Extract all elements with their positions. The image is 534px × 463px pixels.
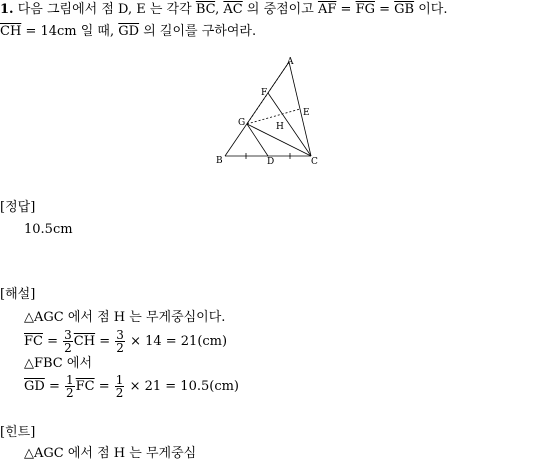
explanation-line-2 [24,327,227,357]
numerator: 1 [115,373,124,387]
denominator: 2 [116,341,124,355]
problem-text-3: 이다. [418,2,448,17]
equals: = [47,334,59,349]
fraction-3-2 [63,329,73,354]
fraction-3-2-b [115,329,125,354]
problem-text-4: = 14cm 일 때, [25,24,115,39]
numerator: 3 [116,328,124,342]
fraction-1-2 [65,374,75,399]
label-e: E [303,108,310,118]
label-d: D [267,157,275,167]
calc-tail-2: × 21 = 10.5(cm) [129,379,239,394]
segment-ch-expl: $\overline{CH}$ [73,334,96,349]
explanation-line-1: △AGC 에서 점 H 는 무게중심이다. [24,310,226,325]
label-c: C [311,157,318,167]
problem-number: 1. [0,2,14,17]
equals-1: = [340,2,352,17]
segment-gd: $\overline{GD}$ [118,24,140,39]
equals: = [48,379,60,394]
problem-text-2: 의 중점이고 [246,2,314,17]
segment-bc: $\overline{BC}$ [195,2,216,17]
segment-gb: $\overline{GB}$ [394,2,415,17]
problem-text-1: 다음 그림에서 점 D, E 는 각각 [17,2,192,17]
label-a: A [287,57,294,67]
explanation-line-4 [24,372,239,402]
segment-ch: $\overline{CH}$ [0,24,22,39]
label-f: F [261,88,268,98]
segment-gd-line [247,124,268,156]
label-h: H [276,122,284,132]
denominator: 2 [115,386,124,400]
explanation-line-3: △FBC 에서 [24,356,93,371]
denominator: 2 [64,341,72,355]
label-b: B [216,156,223,166]
segment-ge-dashed [247,109,300,124]
numerator: 3 [64,328,72,342]
label-g: G [238,118,246,128]
segment-ac: $\overline{AC}$ [223,2,243,17]
calc-tail-1: × 14 = 21(cm) [130,334,228,349]
hint-text: △AGC 에서 점 H 는 무게중심 [24,446,197,461]
answer-header: [정답] [0,200,36,215]
segment-af: $\overline{AF}$ [317,2,337,17]
segment-fc-line [268,93,311,156]
triangle-figure [210,56,330,168]
segment-fg: $\overline{FG}$ [355,2,375,17]
problem-line-2 [0,24,256,40]
segment-fc: $\overline{FC}$ [24,334,43,349]
numerator: 1 [66,373,74,387]
equals: = [99,334,111,349]
fraction-1-2-b [115,374,125,399]
segment-fc-expl: $\overline{FC}$ [75,379,95,394]
problem-line-1 [0,2,448,18]
segment-gd-expl: $\overline{GD}$ [24,379,45,394]
problem-text-5: 의 길이를 구하여라. [143,24,257,39]
answer-value: 10.5cm [24,222,73,237]
denominator: 2 [66,386,74,400]
explanation-header: [해설] [0,287,36,302]
hint-header: [힌트] [0,425,36,440]
comma: , [215,2,220,17]
equals-2: = [379,2,391,17]
equals: = [98,379,110,394]
